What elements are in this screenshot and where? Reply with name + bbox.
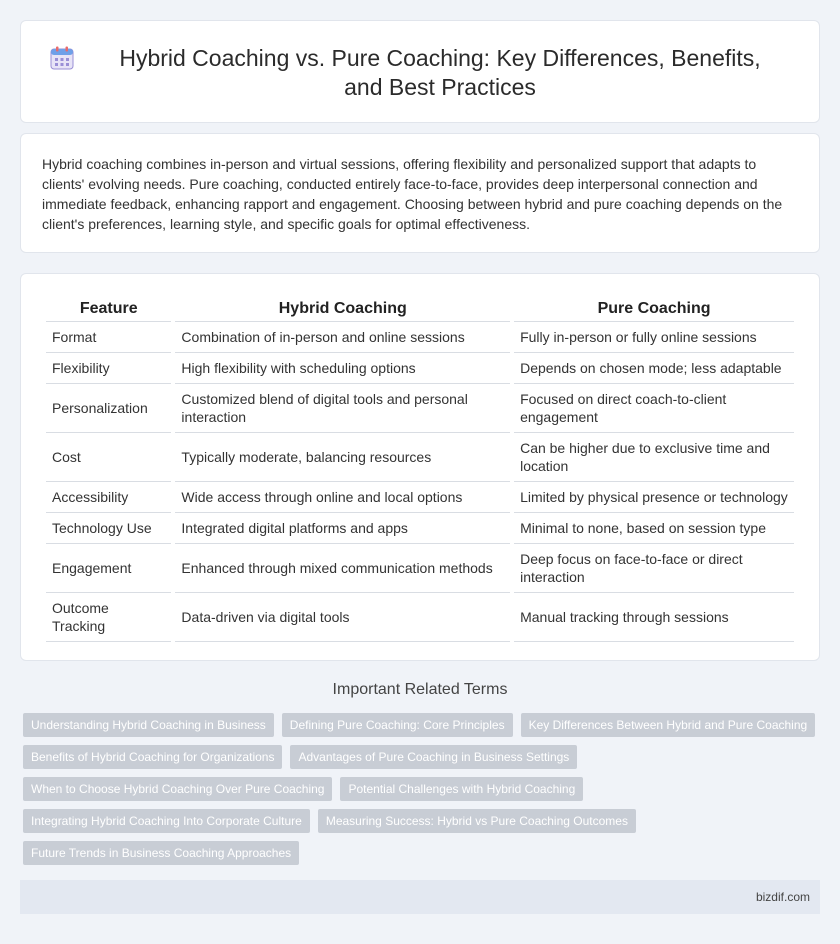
related-term-link[interactable]: When to Choose Hybrid Coaching Over Pure Coaching bbox=[23, 777, 332, 801]
related-term-link[interactable]: Defining Pure Coaching: Core Principles bbox=[282, 713, 513, 737]
footer bbox=[20, 880, 820, 914]
header-pure: Pure Coaching bbox=[514, 297, 794, 322]
intro-paragraph: Hybrid coaching combines in-person and virtual sessions, offering flexibility and personalized support that adapts to clients' evolving needs. Pure coaching, conducted entirely face-to-face, provides deep interpersonal connection and immediate feedback, enhancing rapport and engagement. Choosing between hybrid and pure coaching depends on the client's preferences, learning style, and specific goals for optimal effectiveness. bbox=[42, 156, 783, 232]
table-row bbox=[46, 353, 794, 384]
related-terms-list bbox=[23, 713, 823, 865]
related-term-link[interactable]: Measuring Success: Hybrid vs Pure Coaching Outcomes bbox=[318, 809, 636, 833]
feature-cell: Cost bbox=[46, 433, 171, 482]
table-row bbox=[46, 593, 794, 642]
pure-cell: Fully in-person or fully online sessions bbox=[514, 322, 794, 353]
table-row bbox=[46, 544, 794, 593]
hybrid-cell: Data-driven via digital tools bbox=[175, 593, 510, 642]
header-hybrid: Hybrid Coaching bbox=[175, 297, 510, 322]
pure-cell: Can be higher due to exclusive time and location bbox=[514, 433, 794, 482]
feature-cell: Flexibility bbox=[46, 353, 171, 384]
feature-cell: Technology Use bbox=[46, 513, 171, 544]
related-term-link[interactable]: Understanding Hybrid Coaching in Business bbox=[23, 713, 274, 737]
hybrid-cell: Integrated digital platforms and apps bbox=[175, 513, 510, 544]
hybrid-cell: Customized blend of digital tools and personal interaction bbox=[175, 384, 510, 433]
pure-cell: Limited by physical presence or technology bbox=[514, 482, 794, 513]
pure-cell: Manual tracking through sessions bbox=[514, 593, 794, 642]
intro-card bbox=[20, 133, 820, 253]
comparison-card bbox=[20, 273, 820, 661]
header-feature: Feature bbox=[46, 297, 171, 322]
related-term-link[interactable]: Potential Challenges with Hybrid Coaching bbox=[340, 777, 583, 801]
feature-cell: Engagement bbox=[46, 544, 171, 593]
table-row bbox=[46, 513, 794, 544]
pure-cell: Depends on chosen mode; less adaptable bbox=[514, 353, 794, 384]
related-term-link[interactable]: Key Differences Between Hybrid and Pure Coaching bbox=[521, 713, 816, 737]
hybrid-cell: Combination of in-person and online sessions bbox=[175, 322, 510, 353]
title-card bbox=[20, 20, 820, 123]
table-row bbox=[46, 322, 794, 353]
related-terms-heading: Important Related Terms bbox=[332, 681, 508, 698]
table-row bbox=[46, 482, 794, 513]
comparison-table bbox=[42, 297, 798, 642]
pure-cell: Focused on direct coach-to-client engagement bbox=[514, 384, 794, 433]
footer-site-link[interactable]: bizdif.com bbox=[755, 890, 810, 904]
pure-cell: Deep focus on face-to-face or direct interaction bbox=[514, 544, 794, 593]
feature-cell: Format bbox=[46, 322, 171, 353]
table-row bbox=[46, 384, 794, 433]
feature-cell: Personalization bbox=[46, 384, 171, 433]
feature-cell: Outcome Tracking bbox=[46, 593, 171, 642]
hybrid-cell: Wide access through online and local options bbox=[175, 482, 510, 513]
related-term-link[interactable]: Benefits of Hybrid Coaching for Organizations bbox=[23, 745, 282, 769]
related-term-link[interactable]: Future Trends in Business Coaching Approaches bbox=[23, 841, 299, 865]
hybrid-cell: Typically moderate, balancing resources bbox=[175, 433, 510, 482]
table-header-row bbox=[46, 297, 794, 322]
hybrid-cell: High flexibility with scheduling options bbox=[175, 353, 510, 384]
feature-cell: Accessibility bbox=[46, 482, 171, 513]
page-title: Hybrid Coaching vs. Pure Coaching: Key Differences, Benefits, and Best Practices bbox=[119, 45, 761, 100]
pure-cell: Minimal to none, based on session type bbox=[514, 513, 794, 544]
table-row bbox=[46, 433, 794, 482]
related-term-link[interactable]: Integrating Hybrid Coaching Into Corporate Culture bbox=[23, 809, 310, 833]
hybrid-cell: Enhanced through mixed communication methods bbox=[175, 544, 510, 593]
related-term-link[interactable]: Advantages of Pure Coaching in Business Settings bbox=[290, 745, 577, 769]
